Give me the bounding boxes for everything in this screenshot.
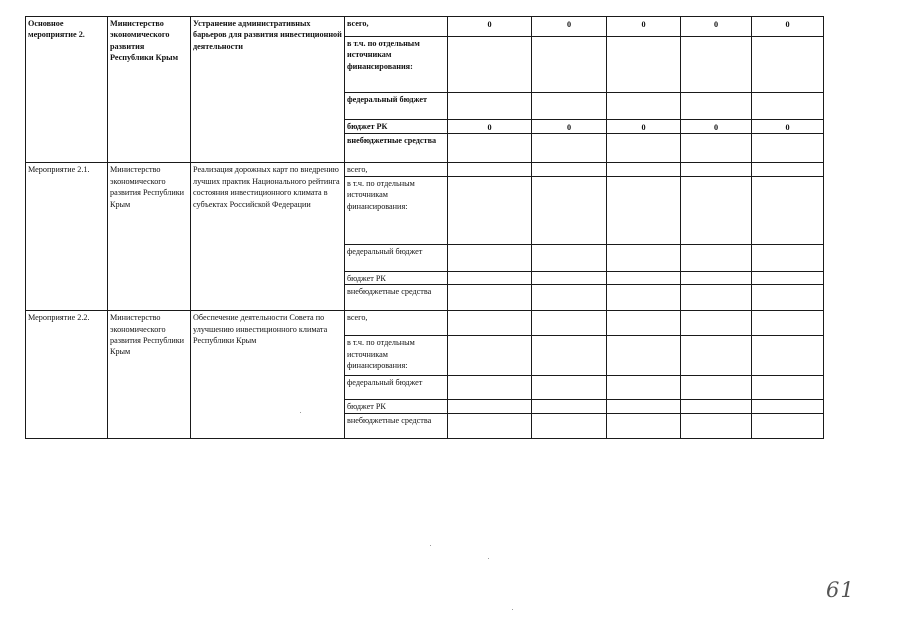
amount-cell: 0: [681, 120, 752, 134]
amount-cell: [681, 413, 752, 438]
amount-cell: [532, 176, 607, 244]
amount-cell: [532, 244, 607, 271]
amount-cell: [532, 311, 607, 336]
amount-cell: [448, 400, 532, 413]
source-label-cell: внебюджетные средства: [345, 134, 448, 163]
amount-cell: [448, 244, 532, 271]
amount-cell: [752, 244, 824, 271]
amount-cell: [752, 376, 824, 400]
amount-cell: [448, 163, 532, 176]
amount-cell: [448, 285, 532, 311]
amount-cell: [448, 93, 532, 120]
financing-table-body: [26, 17, 824, 439]
table-row: [26, 17, 824, 37]
amount-cell: [681, 134, 752, 163]
amount-cell: [752, 413, 824, 438]
amount-cell: [681, 400, 752, 413]
amount-cell: [607, 244, 681, 271]
amount-cell: 0: [752, 120, 824, 134]
amount-cell: [532, 336, 607, 376]
source-label-cell: бюджет РК: [345, 400, 448, 413]
amount-cell: [448, 413, 532, 438]
amount-cell: [532, 376, 607, 400]
amount-cell: [532, 400, 607, 413]
measure-title-cell: Обеспечение деятельности Совета по улучшению инвестиционного климата Республики Крым: [191, 311, 345, 438]
amount-cell: [681, 336, 752, 376]
source-label-cell: федеральный бюджет: [345, 376, 448, 400]
measure-id-cell: Основное мероприятие 2.: [26, 17, 108, 163]
source-label-cell: всего,: [345, 311, 448, 336]
amount-cell: [532, 271, 607, 284]
executor-cell: Министерство экономического развития Республики Крым: [108, 17, 191, 163]
amount-cell: [532, 413, 607, 438]
amount-cell: 0: [532, 17, 607, 37]
amount-cell: [752, 311, 824, 336]
amount-cell: [532, 93, 607, 120]
measure-id-cell: Мероприятие 2.2.: [26, 311, 108, 438]
measure-title-cell: Реализация дорожных карт по внедрению лучших практик Национального рейтинга состояния инвестиционного климата в субъектах Российской Федерации: [191, 163, 345, 311]
amount-cell: 0: [448, 17, 532, 37]
source-label-cell: всего,: [345, 17, 448, 37]
amount-cell: [681, 176, 752, 244]
amount-cell: [752, 93, 824, 120]
source-label-cell: в т.ч. по отдельным источникам финансирования:: [345, 176, 448, 244]
source-label-cell: всего,: [345, 163, 448, 176]
table-row: [26, 163, 824, 176]
amount-cell: 0: [681, 17, 752, 37]
amount-cell: [752, 163, 824, 176]
source-label-cell: бюджет РК: [345, 271, 448, 284]
source-label-cell: внебюджетные средства: [345, 285, 448, 311]
source-label-cell: в т.ч. по отдельным источникам финансирования:: [345, 336, 448, 376]
amount-cell: [607, 400, 681, 413]
source-label-cell: федеральный бюджет: [345, 244, 448, 271]
amount-cell: [448, 311, 532, 336]
source-label-cell: внебюджетные средства: [345, 413, 448, 438]
amount-cell: [448, 176, 532, 244]
amount-cell: [681, 285, 752, 311]
page-number: 61: [826, 578, 855, 602]
amount-cell: [607, 336, 681, 376]
amount-cell: [532, 285, 607, 311]
scan-speck: [300, 412, 301, 413]
source-label-cell: бюджет РК: [345, 120, 448, 134]
amount-cell: [607, 37, 681, 93]
amount-cell: [448, 376, 532, 400]
amount-cell: 0: [607, 17, 681, 37]
financing-table: [25, 16, 824, 439]
amount-cell: [752, 271, 824, 284]
amount-cell: [607, 311, 681, 336]
amount-cell: 0: [448, 120, 532, 134]
amount-cell: [681, 376, 752, 400]
amount-cell: [681, 311, 752, 336]
amount-cell: [607, 176, 681, 244]
amount-cell: [681, 37, 752, 93]
amount-cell: 0: [532, 120, 607, 134]
table-row: [26, 311, 824, 336]
amount-cell: [752, 134, 824, 163]
source-label-cell: в т.ч. по отдельным источникам финансирования:: [345, 37, 448, 93]
scan-speck: [488, 558, 489, 559]
amount-cell: [681, 244, 752, 271]
amount-cell: [607, 376, 681, 400]
amount-cell: [532, 134, 607, 163]
amount-cell: [752, 336, 824, 376]
scan-speck: [512, 609, 513, 610]
amount-cell: [532, 37, 607, 93]
amount-cell: [752, 37, 824, 93]
amount-cell: [607, 285, 681, 311]
executor-cell: Министерство экономического развития Республики Крым: [108, 163, 191, 311]
amount-cell: [448, 37, 532, 93]
amount-cell: [681, 271, 752, 284]
source-label-cell: федеральный бюджет: [345, 93, 448, 120]
amount-cell: [607, 413, 681, 438]
executor-cell: Министерство экономического развития Республики Крым: [108, 311, 191, 438]
amount-cell: [681, 93, 752, 120]
amount-cell: [607, 93, 681, 120]
amount-cell: [752, 285, 824, 311]
amount-cell: [532, 163, 607, 176]
measure-title-cell: Устранение административных барьеров для развития инвестиционной деятельности: [191, 17, 345, 163]
amount-cell: [448, 271, 532, 284]
amount-cell: 0: [607, 120, 681, 134]
amount-cell: [607, 271, 681, 284]
measure-id-cell: Мероприятие 2.1.: [26, 163, 108, 311]
amount-cell: 0: [752, 17, 824, 37]
amount-cell: [448, 336, 532, 376]
amount-cell: [752, 400, 824, 413]
amount-cell: [607, 134, 681, 163]
scan-speck: [430, 545, 431, 546]
amount-cell: [448, 134, 532, 163]
amount-cell: [681, 163, 752, 176]
amount-cell: [607, 163, 681, 176]
amount-cell: [752, 176, 824, 244]
